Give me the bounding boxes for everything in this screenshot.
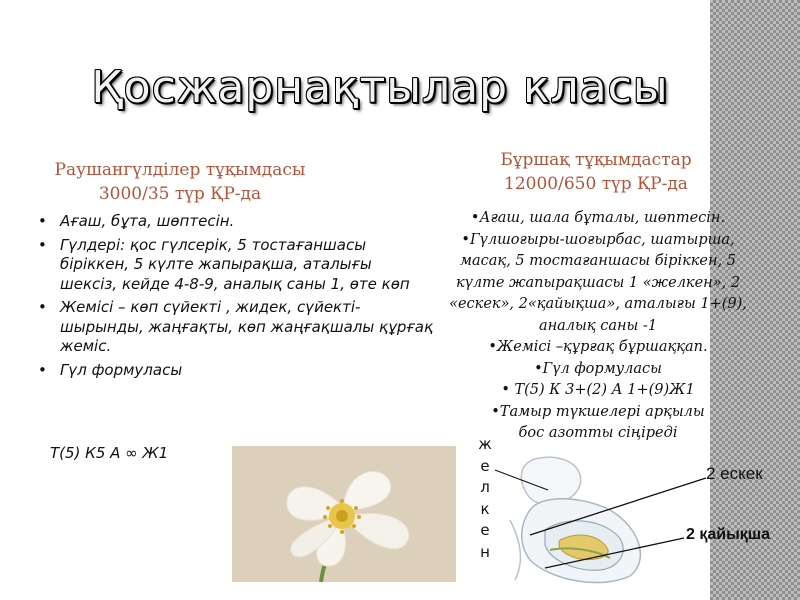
- list-item-text: Гүлдері: қос гүлсерік, 5 тостағаншасы біріккен, 5 күлте жапырақша, аталығы шексіз, кейде 4-8-9, аналық саны 1, өте көп: [60, 235, 410, 293]
- kayiksha-label: 2 қайықша: [686, 526, 770, 543]
- vertical-letter: ж: [478, 435, 492, 453]
- vertical-letter: е: [480, 456, 490, 475]
- vertical-letter: н: [480, 542, 490, 561]
- zhelken-pointer-line: [495, 470, 548, 490]
- left-heading-count: 3000/35 түр ҚР-да: [98, 184, 262, 204]
- list-item-text: Жемісі – көп сүйекті , жидек, сүйекті-шырынды, жаңғақты, көп жаңғақшалы құрғақ жеміс.: [60, 298, 434, 355]
- bullet-icon: •: [38, 298, 47, 316]
- eskek-pointer-line: [530, 478, 706, 535]
- right-line: аналық саны -1: [538, 317, 658, 334]
- kayiksha-pointer-line: [545, 538, 684, 568]
- right-line: •Тамыр түкшелері арқылы: [491, 403, 705, 420]
- list-item-text: Гүл формуласы: [60, 360, 183, 379]
- bullet-icon: •: [38, 212, 47, 230]
- zhelken-vertical-label: [475, 434, 495, 563]
- right-heading-count: 12000/650 түр ҚР-да: [504, 174, 688, 194]
- list-item-text: Ағаш, бұта, шөптесін.: [60, 212, 235, 230]
- right-line: •Жемісі –құрғақ бұршаққап.: [488, 339, 708, 355]
- right-line: күлте жапырақшасы 1 «желкен», 2: [455, 274, 741, 291]
- right-line: масақ, 5 тостағаншасы біріккен, 5: [460, 253, 736, 269]
- rosaceae-flower-formula: Т(5) К5 А ∞ Ж1: [50, 444, 169, 462]
- right-line: бос азотты сіңіреді: [518, 425, 678, 441]
- right-line: «ескек», 2«қайықша», аталығы 1+(9),: [449, 296, 747, 312]
- bullet-icon: •: [38, 360, 47, 379]
- right-line: •Гүл формуласы: [534, 360, 662, 377]
- vertical-letter: е: [480, 521, 490, 539]
- right-line: •Гүлшоғыры-шоғырбас, шатырша,: [461, 231, 735, 248]
- right-heading-family: Бұршақ тұқымдастар: [500, 150, 692, 170]
- slide-title: Қосжарнақтылар класы: [91, 62, 669, 113]
- left-heading-family: Раушангүлділер тұқымдасы: [54, 160, 306, 180]
- vertical-letter: к: [480, 499, 490, 518]
- right-line: •Ағаш, шала бұталы, шөптесін.: [470, 210, 726, 226]
- eskek-label: 2 ескек: [706, 464, 763, 483]
- vertical-letter: л: [480, 478, 490, 496]
- right-line: • Т(5) К 3+(2) А 1+(9)Ж1: [501, 382, 695, 398]
- bullet-icon: •: [38, 235, 47, 254]
